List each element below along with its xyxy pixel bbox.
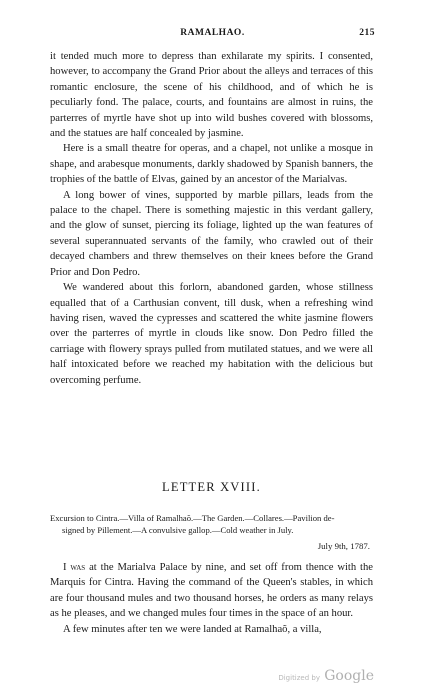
paragraph: A long bower of vines, supported by marble pillars, leads from the palace to the chapel. There is something majestic in this verdant gallery, and the glow of sunset, piercing its foliage, lighted up the wan features of several superannuated servants of the family, who crawled out of their decayed chambers and threw themselves on their knees before the Grand Prior and Don Pedro. xyxy=(50,189,373,278)
body-text xyxy=(50,49,373,388)
running-head xyxy=(50,28,375,42)
opening-text: at the Marialva Palace by nine, and set off from thence with the Marquis for Cintra. Having the command of the Queen's stables, in which are four thousand mules and two thousand horses, he orders as many relays as he pleases, and we changed mules four times in the space of an hour. xyxy=(50,562,373,620)
letter-body xyxy=(50,560,373,637)
synopsis-line: signed by Pillement.—A convulsive gallop.—Cold weather in July. xyxy=(62,525,294,536)
letter-date: July 9th, 1787. xyxy=(317,541,370,551)
digitizer-watermark xyxy=(278,668,374,684)
letter-synopsis xyxy=(50,512,373,537)
paragraph xyxy=(50,560,373,622)
paragraph: We wandered about this forlorn, abandoned garden, whose stillness equalled that of a Carthusian convent, till dusk, when a refreshing wind having risen, waved the cypresses and scattered the white jasmine flowers over the parterres of myrtle in clouds like snow. Don Pedro filled the carriage with flowery sprays pulled from mutilated statues, and we were all half intoxicated before we reached my habitation with the delicious but overcoming perfume. xyxy=(50,282,373,386)
letter-heading: LETTER XVIII. xyxy=(162,480,261,494)
watermark-prefix: Digitized by xyxy=(278,674,320,682)
opening-words: I was xyxy=(63,562,86,573)
synopsis-line: Excursion to Cintra.—Villa of Ramalhaõ.—The Garden.—Collares.—Pavilion de- xyxy=(50,513,335,523)
page-number: 215 xyxy=(359,28,375,38)
paragraph: Here is a small theatre for operas, and a chapel, not unlike a mosque in shape, and arabesque monuments, darkly shadowed by Spanish banners, the trophies of the battle of Elvas, gained by an ancestor of the Marialvas. xyxy=(50,143,373,186)
running-title: RAMALHAO. xyxy=(180,28,245,38)
paragraph: A few minutes after ten we were landed at Ramalhaõ, a villa, xyxy=(63,623,322,635)
paragraph: it tended much more to depress than exhilarate my spirits. I consented, however, to accompany the Grand Prior about the alleys and terraces of this romantic enclosure, the scene of his childhood, and of which he is peculiarly fond. The palace, courts, and fountains are almost in ruins, the parterres of myrtle have shot up into wild bushes covered with blossoms, and the statues are half concealed by jasmine. xyxy=(50,51,373,140)
watermark-brand: Google xyxy=(324,668,374,684)
